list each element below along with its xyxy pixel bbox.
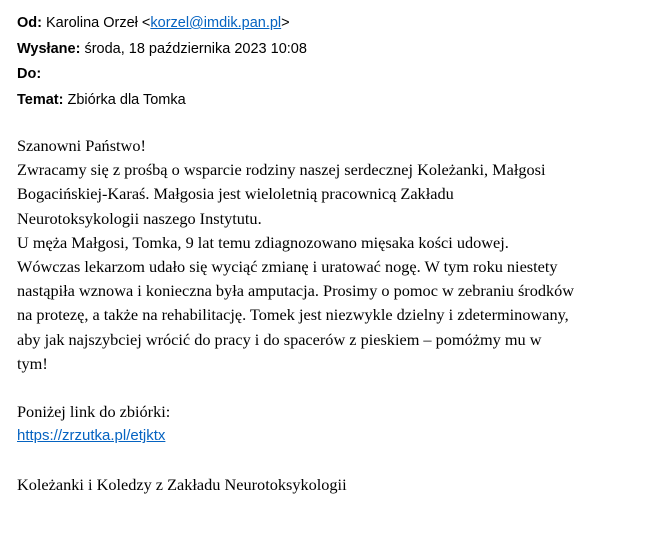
email-headers <box>17 11 637 114</box>
subject-label: Temat: <box>17 92 64 109</box>
sent-value: środa, 18 października 2023 10:08 <box>84 40 307 57</box>
body-line: Bogacińskiej-Karaś. Małgosia jest wieloletnią pracownicą Zakładu <box>17 184 454 204</box>
body-line: Wówczas lekarzom udało się wyciąć zmianę i uratować nogę. W tym roku niestety <box>17 257 558 277</box>
fundraiser-link[interactable]: https://zrzutka.pl/etjktx <box>17 427 166 445</box>
body-line: Neurotoksykologii naszego Instytutu. <box>17 208 262 228</box>
body-line: aby jak najszybciej wrócić do pracy i do spacerów z pieskiem – pomóżmy mu w <box>17 329 542 349</box>
sender-email-link[interactable]: korzel@imdik.pan.pl <box>150 15 282 31</box>
body-line: U męża Małgosi, Tomka, 9 lat temu zdiagnozowano mięsaka kości udowej. <box>17 232 509 252</box>
from-label: Od: <box>17 15 42 31</box>
body-line: nastąpiła wznowa i konieczna była amputacja. Prosimy o pomoc w zebraniu środków <box>17 281 575 301</box>
subject-row <box>17 88 637 114</box>
from-close: > <box>281 15 290 31</box>
to-label: Do: <box>17 66 42 83</box>
sent-label: Wysłane: <box>17 40 81 57</box>
email-body <box>17 134 639 497</box>
body-line: na protezę, a także na rehabilitację. Tomek jest niezwykle dzielny i zdeterminowany, <box>17 305 569 325</box>
signature: Koleżanki i Koledzy z Zakładu Neurotoksykologii <box>17 474 347 494</box>
spacer <box>17 449 639 473</box>
to-row <box>17 62 637 88</box>
sent-row <box>17 37 637 63</box>
spacer <box>17 376 639 400</box>
body-line: Zwracamy się z prośbą o wsparcie rodziny naszej serdecznej Koleżanki, Małgosi <box>17 160 546 180</box>
from-name: Karolina Orzeł < <box>46 15 151 31</box>
body-line: tym! <box>17 353 48 373</box>
link-intro: Poniżej link do zbiórki: <box>17 402 171 422</box>
greeting: Szanowni Państwo! <box>17 136 146 155</box>
link-paragraph <box>17 424 639 448</box>
subject-value: Zbiórka dla Tomka <box>67 92 186 109</box>
from-row <box>17 11 637 37</box>
